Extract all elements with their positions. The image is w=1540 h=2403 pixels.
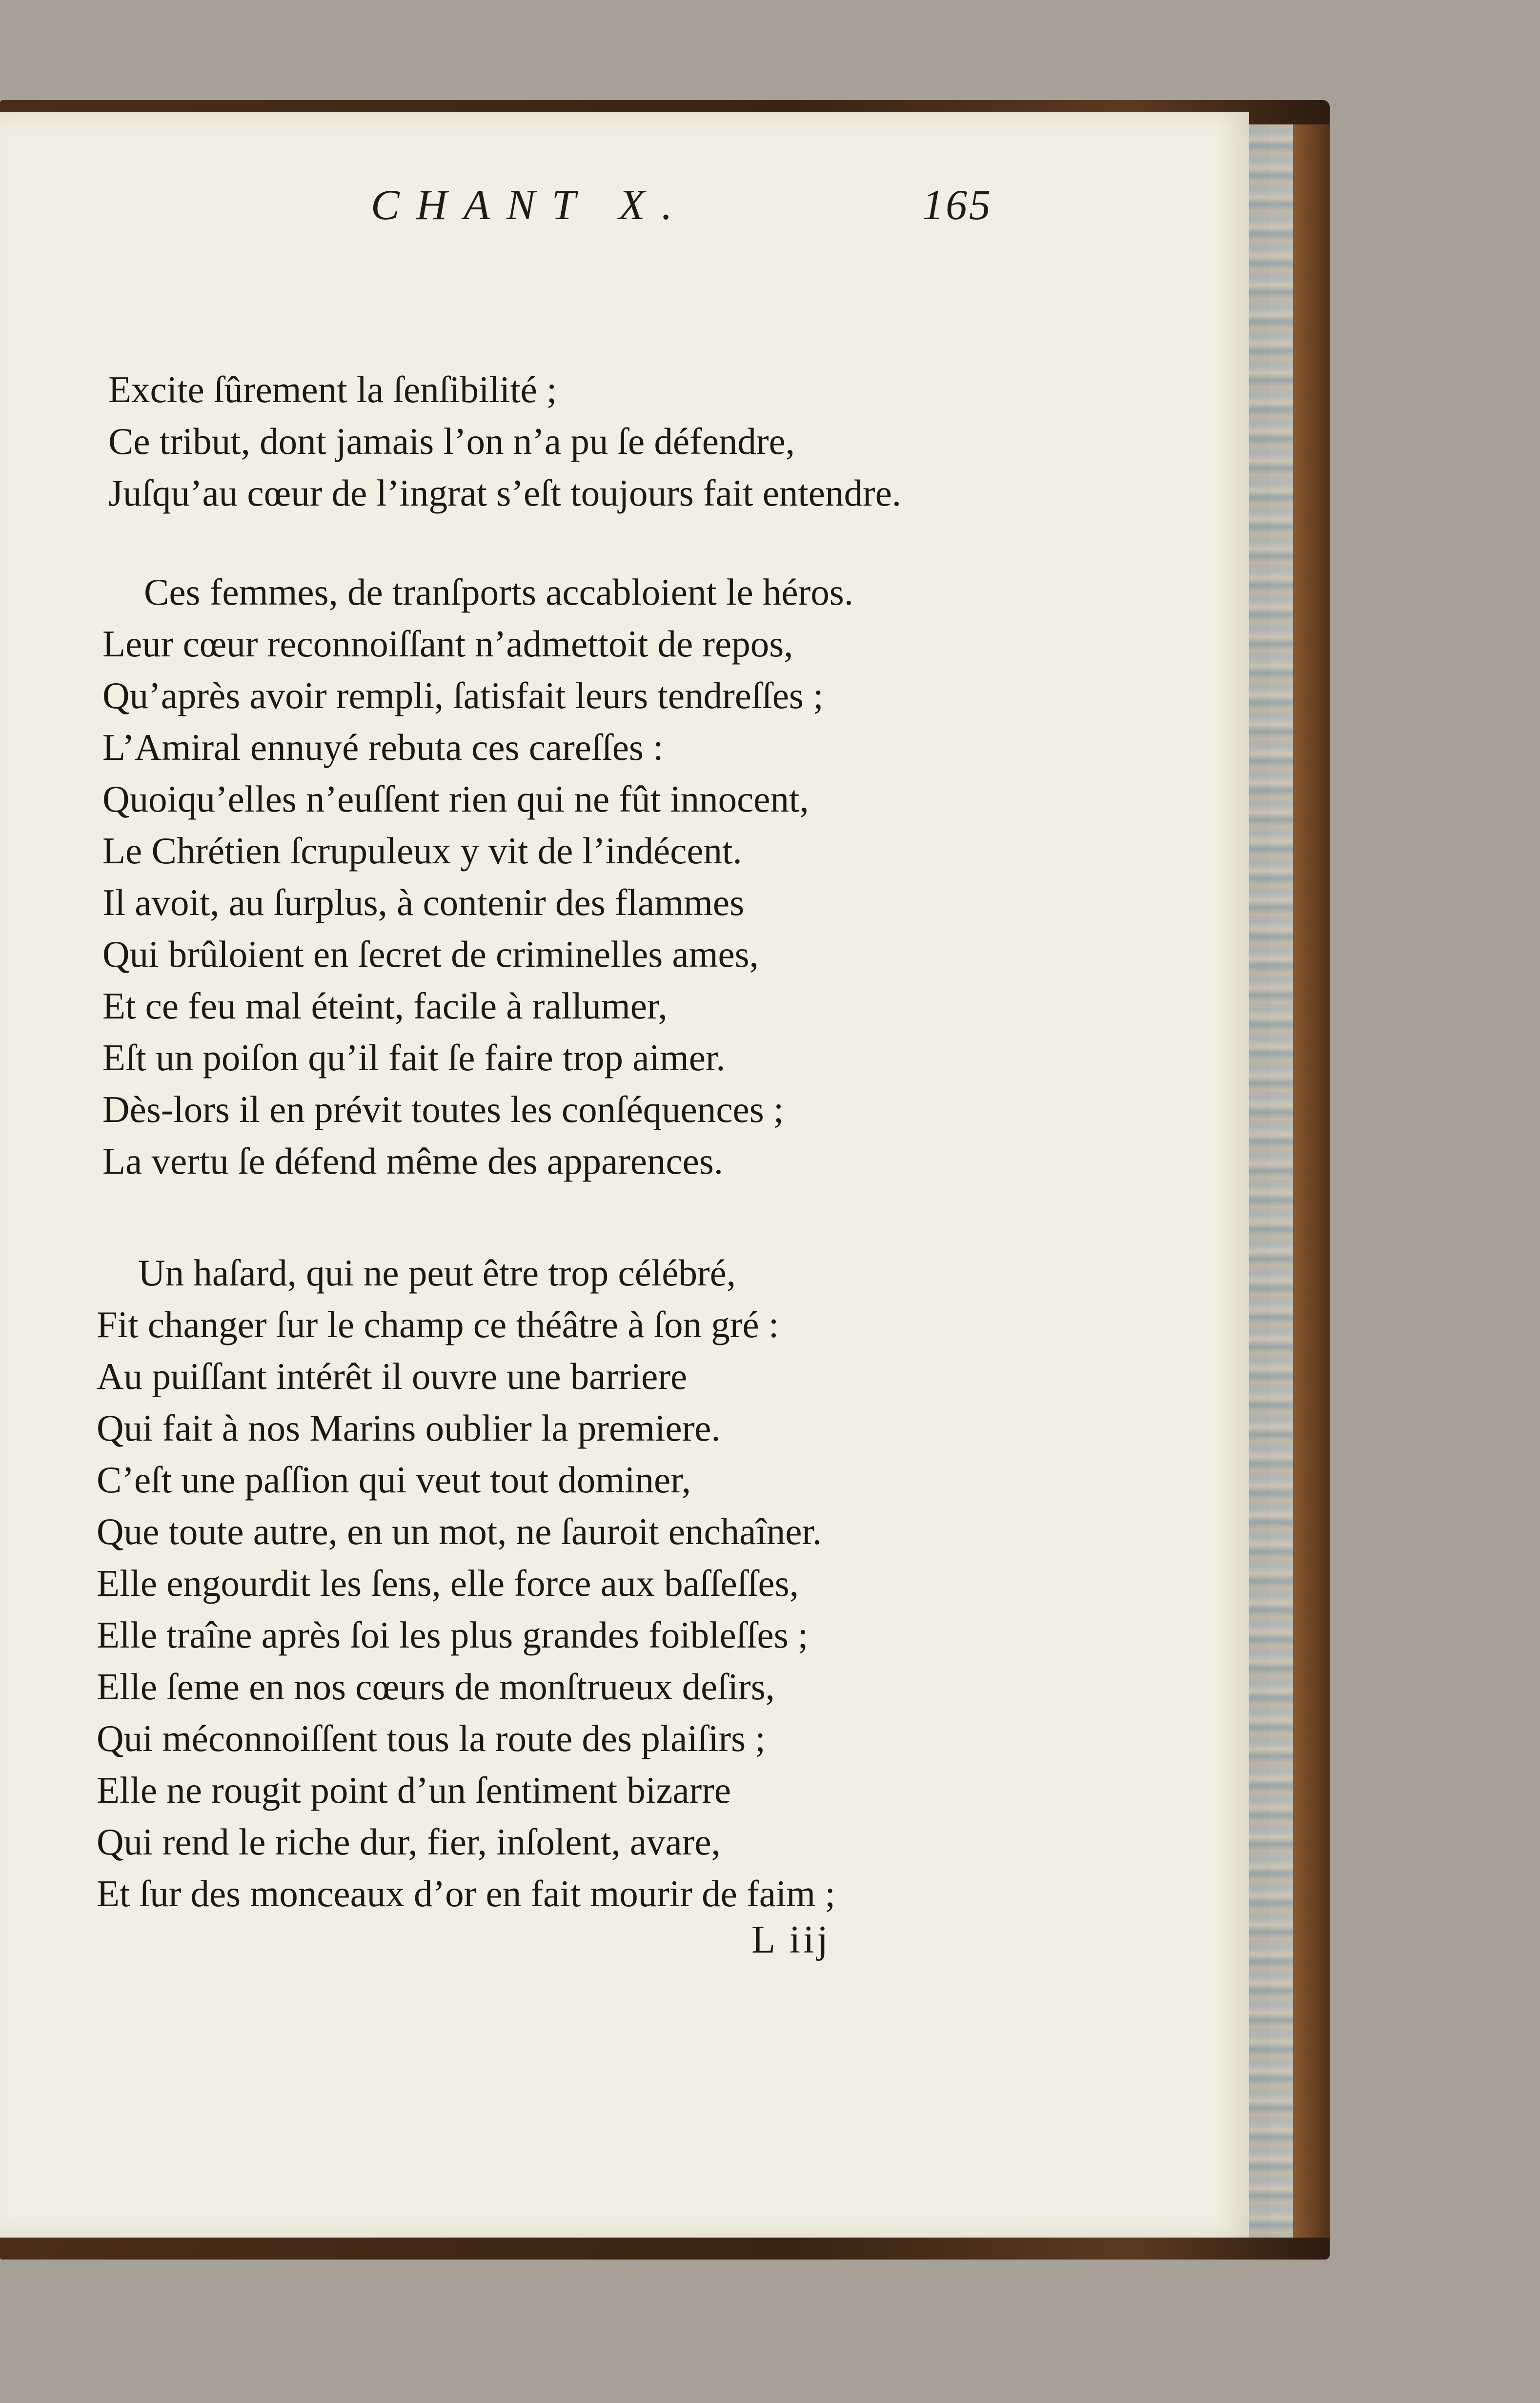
verse-line: Un haſard, qui ne peut être trop célébré, — [138, 1252, 736, 1294]
verse-line: La vertu ſe défend même des apparences. — [102, 1140, 724, 1182]
verse-line: Leur cœur reconnoiſſant n’admettoit de repos, — [102, 623, 793, 665]
chant-title: CHANT X. — [371, 182, 689, 229]
running-head — [371, 181, 1054, 249]
verse-line: Elle ne rougit point d’un ſentiment bizarre — [97, 1769, 731, 1811]
stanza — [102, 566, 853, 1187]
verse-line: Qu’après avoir rempli, ſatisfait leurs tendreſſes ; — [102, 674, 824, 716]
verse-line: L’Amiral ennuyé rebuta ces careſſes : — [102, 726, 664, 768]
verse-line: Fit changer ſur le champ ce théâtre à ſon gré : — [97, 1303, 779, 1345]
signature-mark: L iij — [751, 1918, 831, 1961]
verse-line: Le Chrétien ſcrupuleux y vit de l’indécent. — [102, 830, 742, 872]
verse-line: C’eſt une paſſion qui veut tout dominer, — [97, 1459, 691, 1501]
verse-line: Ce tribut, dont jamais l’on n’a pu ſe défendre, — [108, 420, 795, 462]
stanza — [108, 364, 901, 519]
verse-line: Au puiſſant intérêt il ouvre une barriere — [97, 1355, 688, 1397]
stanza — [97, 1247, 835, 1919]
verse-line: Qui brûloient en ſecret de criminelles ames, — [102, 933, 759, 975]
page-number: 165 — [922, 182, 993, 229]
verse-line: Juſqu’au cœur de l’ingrat s’eſt toujours fait entendre. — [108, 472, 902, 514]
verse-line: Elle traîne après ſoi les plus grandes foibleſſes ; — [97, 1614, 809, 1656]
verse-line: Quoiqu’elles n’euſſent rien qui ne fût innocent, — [102, 778, 809, 820]
verse-line: Eſt un poiſon qu’il fait ſe faire trop aimer. — [102, 1037, 726, 1079]
verse-line: Et ſur des monceaux d’or en fait mourir de faim ; — [97, 1873, 835, 1914]
verse-line: Excite ſûrement la ſenſibilité ; — [108, 368, 557, 410]
verse-line: Qui fait à nos Marins oublier la premiere. — [97, 1407, 721, 1449]
verse-line: Qui méconnoiſſent tous la route des plaiſirs ; — [97, 1717, 766, 1759]
verse-line: Elle ſeme en nos cœurs de monſtrueux deſirs, — [97, 1666, 775, 1708]
verse-line: Et ce feu mal éteint, facile à rallumer, — [102, 985, 668, 1027]
verse-line: Qui rend le riche dur, fier, inſolent, avare, — [97, 1821, 721, 1863]
verse-line: Elle engourdit les ſens, elle force aux baſſeſſes, — [97, 1562, 799, 1604]
verse-line: Il avoit, au ſurplus, à contenir des flammes — [102, 881, 745, 923]
verse-line: Que toute autre, en un mot, ne ſauroit enchaîner. — [97, 1510, 822, 1552]
verse-line: Ces femmes, de tranſports accabloient le héros. — [144, 571, 853, 613]
verse-line: Dès-lors il en prévit toutes les conſéquences ; — [102, 1088, 784, 1130]
